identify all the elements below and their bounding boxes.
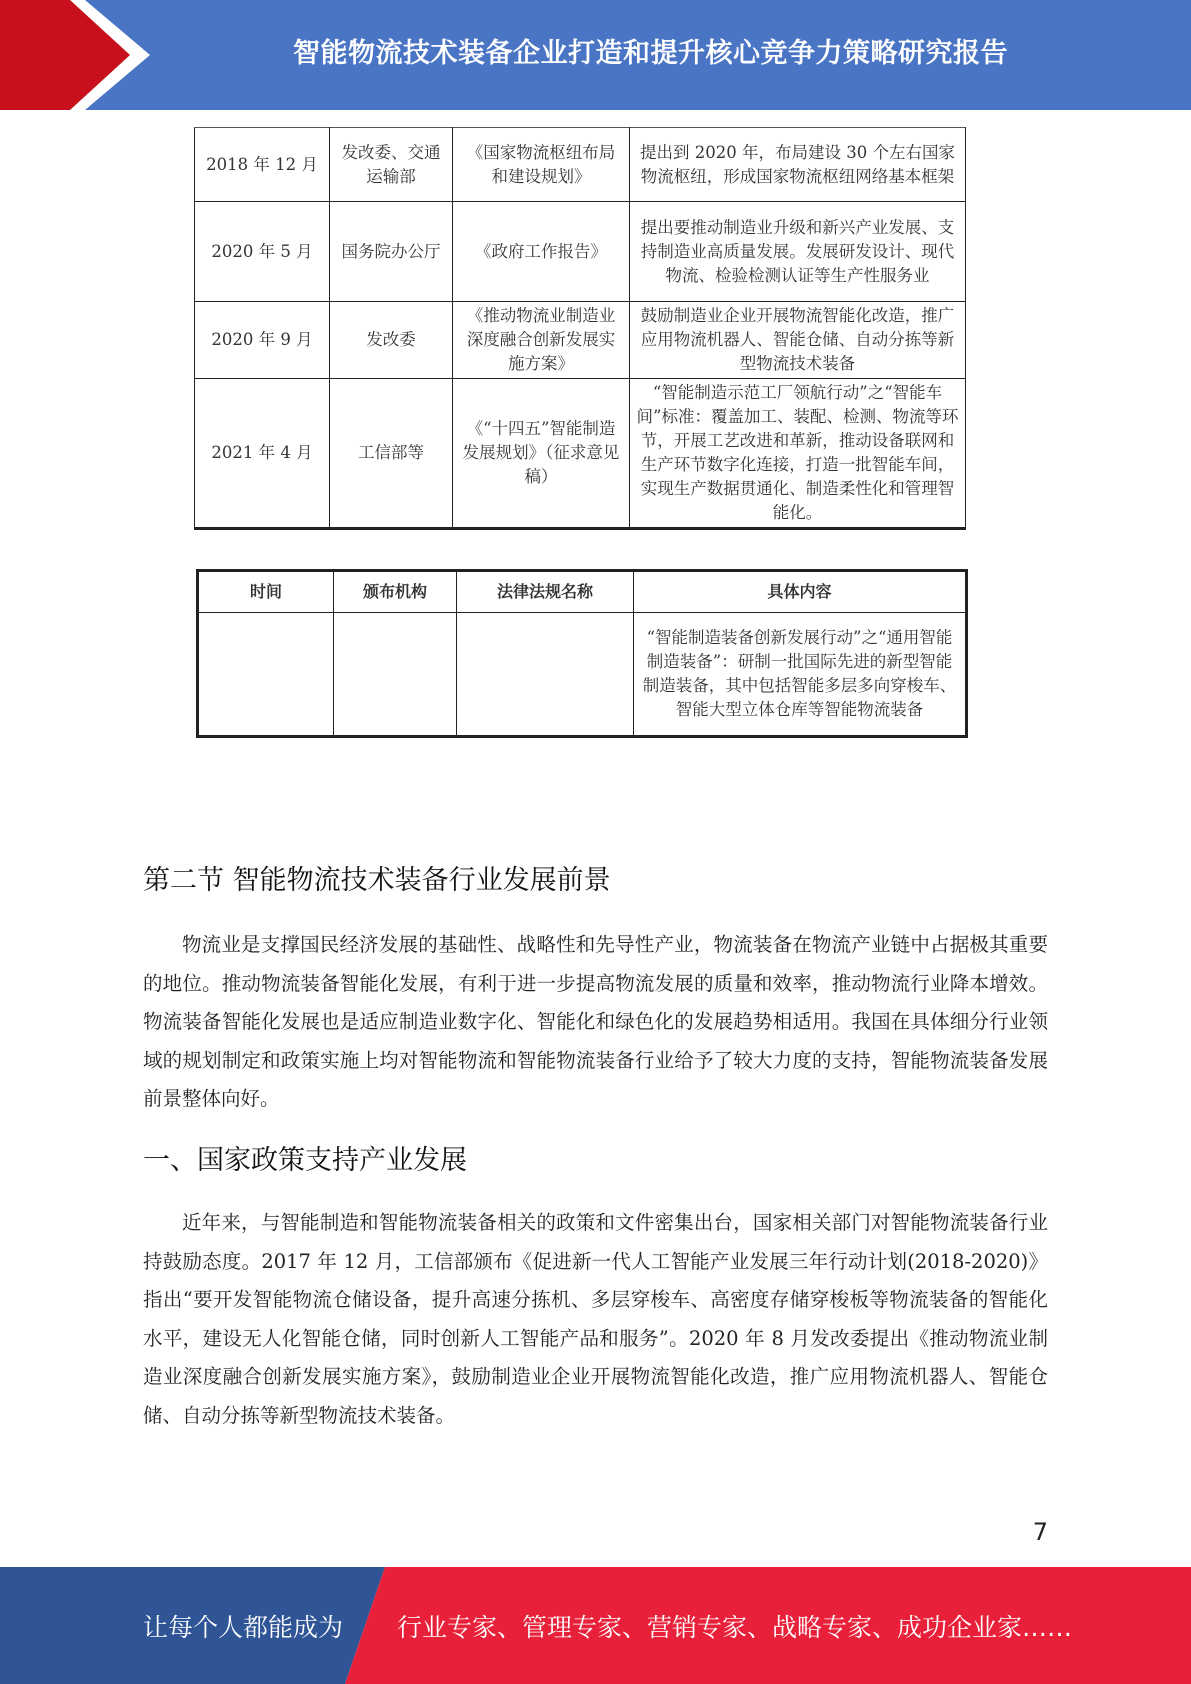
table-header-row (198, 571, 967, 613)
table-cell-date: 2020 年 5 月 (195, 202, 330, 302)
policy-table-continued (194, 127, 966, 530)
table-row (195, 379, 966, 529)
page-header (0, 0, 1191, 110)
subsection-heading: 一、国家政策支持产业发展 (143, 1145, 467, 1176)
table-row (195, 128, 966, 202)
column-header-name: 法律法规名称 (457, 571, 634, 613)
policy-table-2 (196, 569, 968, 738)
table-cell-content: 提出到 2020 年，布局建设 30 个左右国家物流枢纽，形成国家物流枢纽网络基本框架 (630, 128, 966, 202)
table-cell-org (334, 613, 457, 737)
table-cell-date: 2018 年 12 月 (195, 128, 330, 202)
table-cell-date: 2021 年 4 月 (195, 379, 330, 529)
report-title: 智能物流技术装备企业打造和提升核心竞争力策略研究报告 (293, 37, 1008, 69)
table-row (195, 202, 966, 302)
header-arrow-icon (0, 0, 150, 110)
section-heading: 第二节 智能物流技术装备行业发展前景 (143, 865, 611, 896)
column-header-org: 颁布机构 (334, 571, 457, 613)
page-number: 7 (1032, 1518, 1048, 1546)
table-cell-org: 发改委、交通运输部 (330, 128, 453, 202)
table-cell-org: 工信部等 (330, 379, 453, 529)
column-header-date: 时间 (198, 571, 334, 613)
footer-slogan-left: 让每个人都能成为 (143, 1612, 344, 1642)
table-cell-content: 鼓励制造业企业开展物流智能化改造，推广应用物流机器人、智能仓储、自动分拣等新型物流技术装备 (630, 302, 966, 379)
table-cell-date: 2020 年 9 月 (195, 302, 330, 379)
body-paragraph: 物流业是支撑国民经济发展的基础性、战略性和先导性产业，物流装备在物流产业链中占据极其重要的地位。推动物流装备智能化发展，有利于进一步提高物流发展的质量和效率，推动物流行业降本增效。物流装备智能化发展也是适应制造业数字化、智能化和绿色化的发展趋势相适用。我国在具体细分行业领域的规划制定和政策实施上均对智能物流和智能物流装备行业给予了较大力度的支持，智能物流装备发展前景整体向好。 (143, 933, 1048, 1110)
table-cell-name (457, 613, 634, 737)
body-paragraph: 近年来，与智能制造和智能物流装备相关的政策和文件密集出台，国家相关部门对智能物流装备行业持鼓励态度。2017 年 12 月，工信部颁布《促进新一代人工智能产业发展三年行动计划(2018-2020)》指出“要开发智能物流仓储设备，提升高速分拣机、多层穿梭车、高密度存储穿梭板等物流装备的智能化水平，建设无人化智能仓储，同时创新人工智能产品和服务”。2020 年 8 月发改委提出《推动物流业制造业深度融合创新发展实施方案》，鼓励制造业企业开展物流智能化改造，推广应用物流机器人、智能仓储、自动分拣等新型物流技术装备。 (143, 1211, 1048, 1427)
table-cell-content: “智能制造装备创新发展行动”之“通用智能制造装备”：研制一批国际先进的新型智能制造装备，其中包括智能多层多向穿梭车、智能大型立体仓库等智能物流装备 (634, 613, 967, 737)
table-cell-name: 《政府工作报告》 (453, 202, 630, 302)
table-cell-org: 国务院办公厅 (330, 202, 453, 302)
table-cell-name: 《国家物流枢纽布局和建设规划》 (453, 128, 630, 202)
table-cell-name: 《推动物流业制造业深度融合创新发展实施方案》 (453, 302, 630, 379)
table-cell-content: “智能制造示范工厂领航行动”之“智能车间”标准：覆盖加工、装配、检测、物流等环节，开展工艺改进和革新，推动设备联网和生产环节数字化连接，打造一批智能车间，实现生产数据贯通化、制造柔性化和管理智能化。 (630, 379, 966, 529)
table-cell-date (198, 613, 334, 737)
table-row (195, 302, 966, 379)
table-cell-name: 《“十四五”智能制造发展规划》（征求意见稿） (453, 379, 630, 529)
table-cell-org: 发改委 (330, 302, 453, 379)
column-header-content: 具体内容 (634, 571, 967, 613)
footer-slogan-right: 行业专家、管理专家、营销专家、战略专家、成功企业家…… (397, 1612, 1073, 1642)
table-cell-content: 提出要推动制造业升级和新兴产业发展、支持制造业高质量发展。发展研发设计、现代物流、检验检测认证等生产性服务业 (630, 202, 966, 302)
table-row (198, 613, 967, 737)
